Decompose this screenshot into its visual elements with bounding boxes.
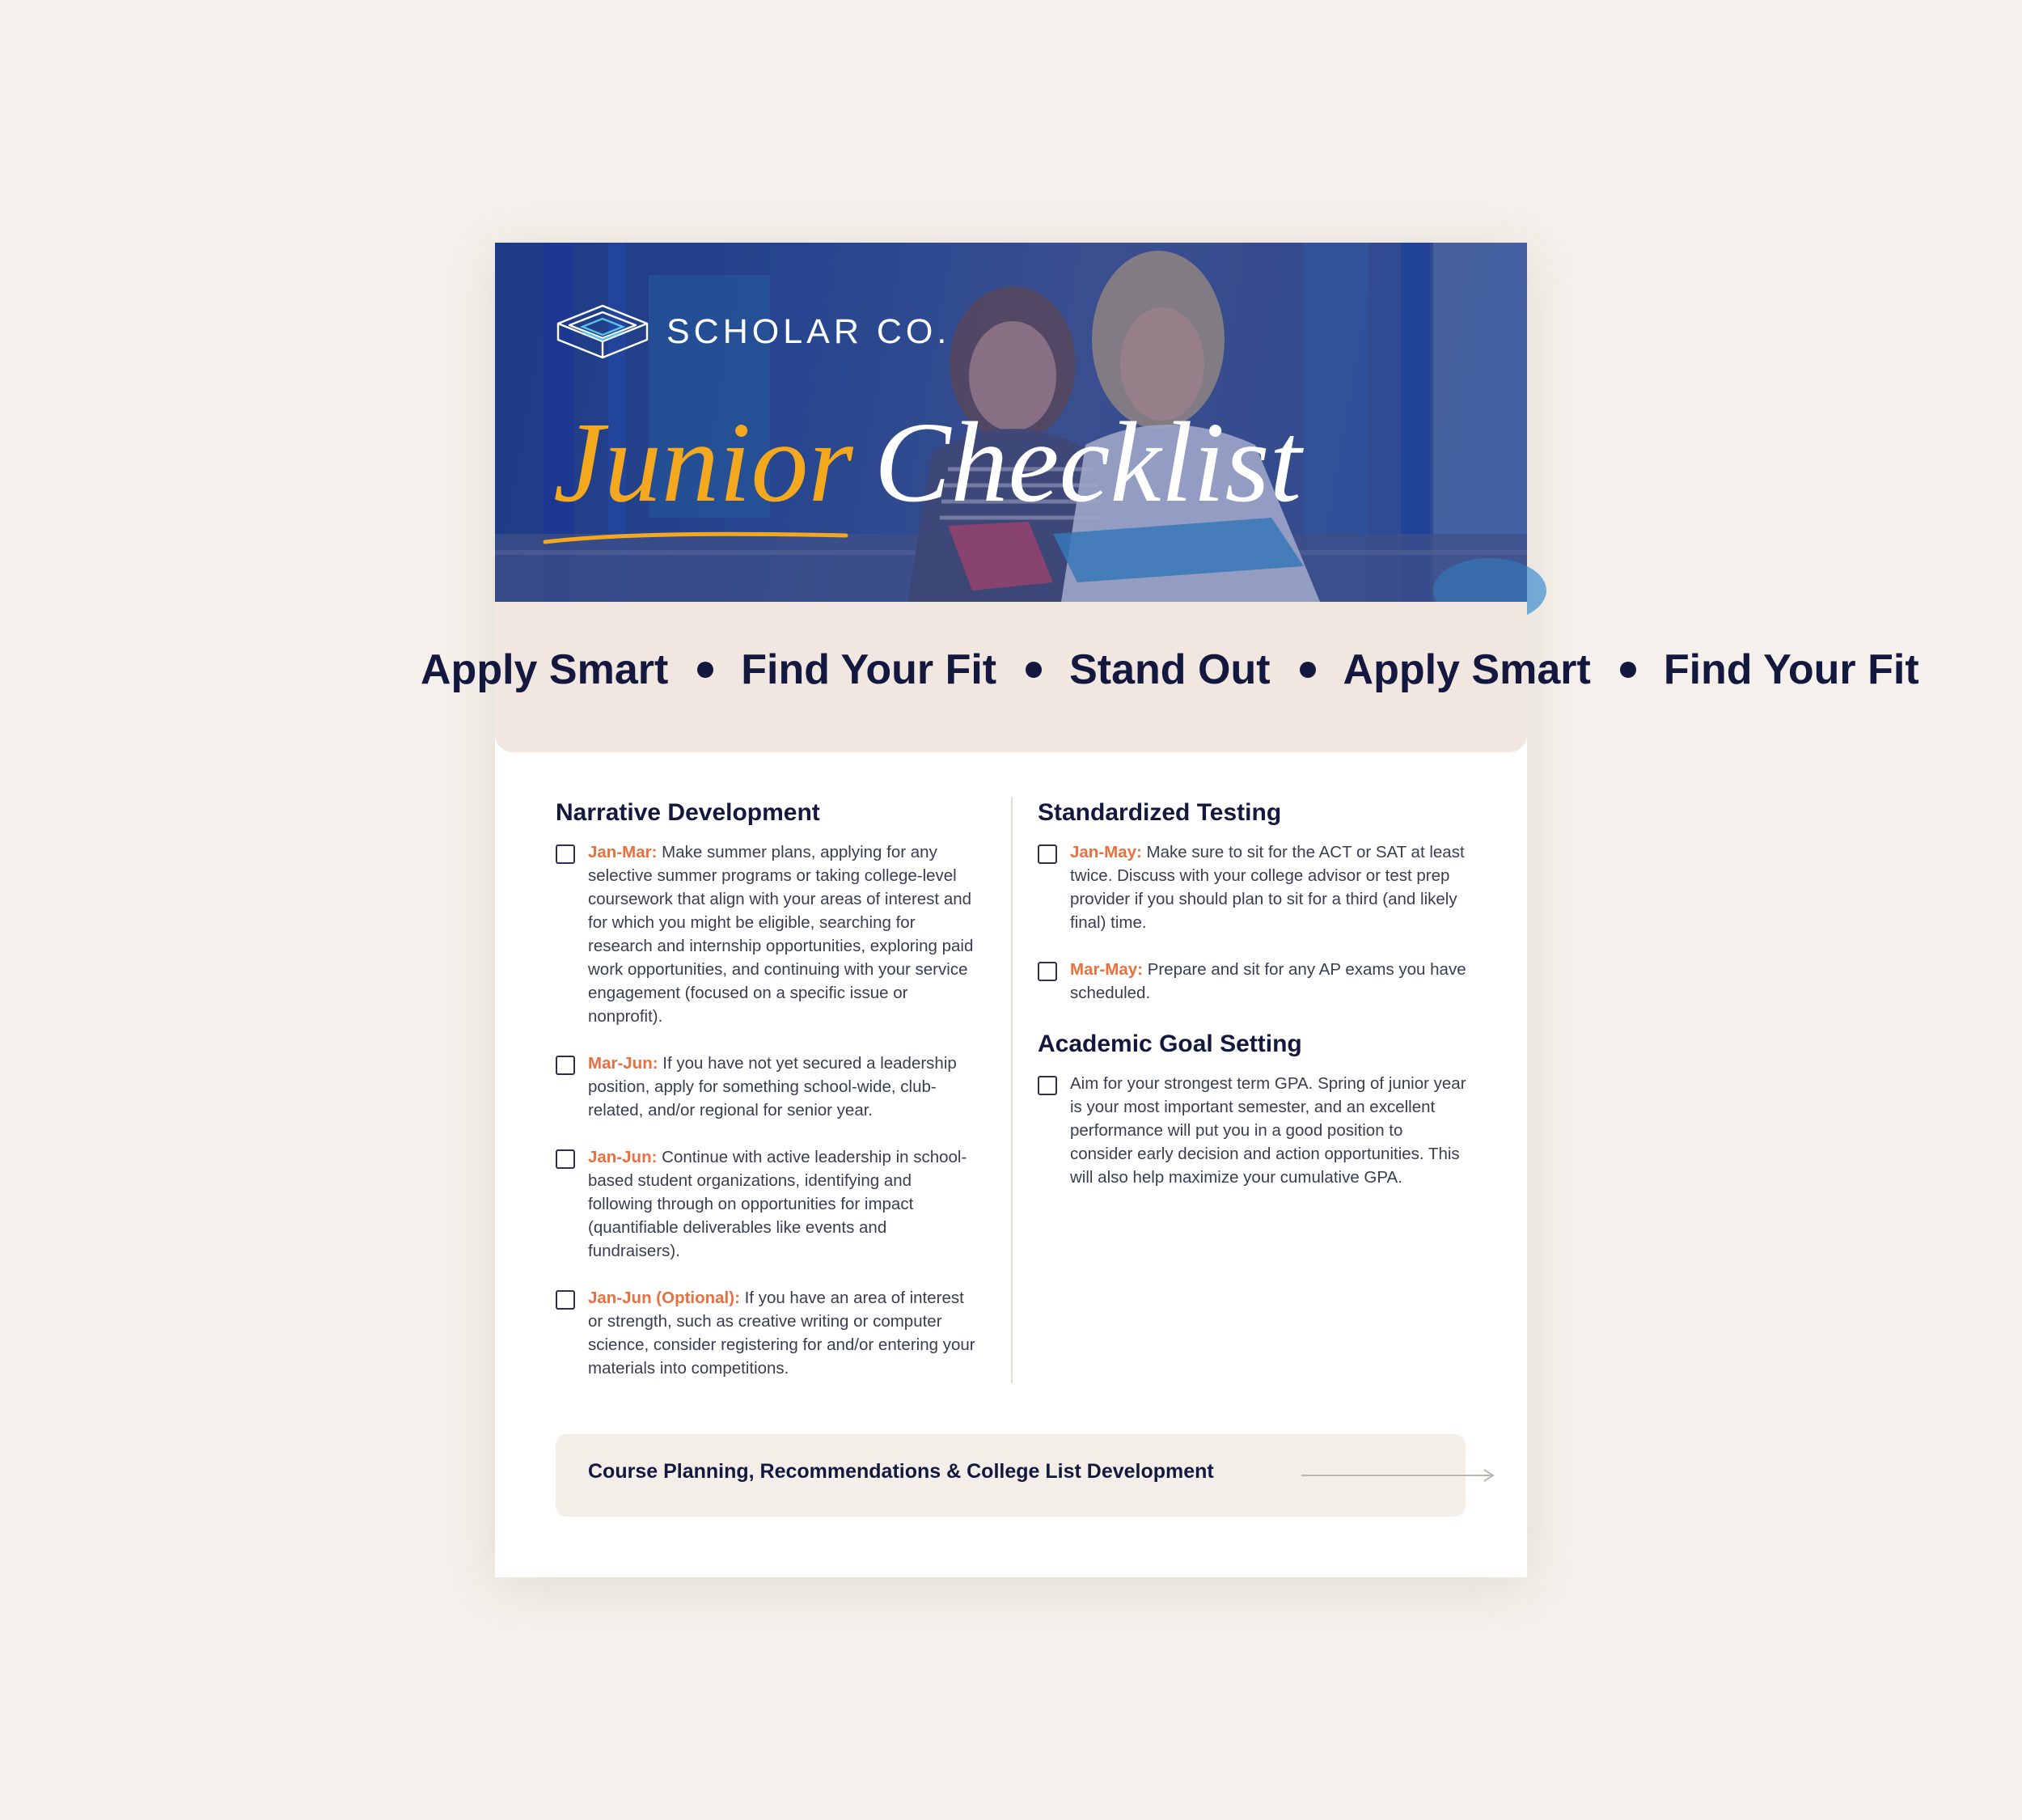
item-text: Prepare and sit for any AP exams you have scheduled. [1070, 960, 1466, 1002]
tagline-phrase: Apply Smart [1343, 646, 1591, 693]
tagline-phrase: Apply Smart [421, 646, 669, 693]
item-date: Mar-May: [1070, 960, 1143, 979]
checklist-item [556, 840, 976, 1028]
bullet-dot-icon [1300, 662, 1316, 678]
testing-column [1038, 797, 1466, 1213]
arrow-right-icon [1300, 1467, 1497, 1484]
item-date: Jan-Jun: [588, 1148, 658, 1166]
item-date: Jan-May: [1070, 843, 1142, 861]
checkbox[interactable] [556, 844, 575, 864]
item-text: Make sure to sit for the ACT or SAT at least twice. Discuss with your college advisor or test prep provider if you should plan to sit for a third (and likely final) time. [1070, 843, 1465, 932]
tagline-phrase: Find Your Fit [741, 646, 997, 693]
tagline-track [421, 645, 1919, 694]
checklist-sheet [421, 243, 1919, 1577]
tagline-marquee [421, 602, 1919, 752]
page-title [553, 398, 1302, 526]
hero-banner [495, 243, 1527, 602]
scholar-cube-icon [555, 303, 650, 361]
item-text: If you have not yet secured a leadership position, apply for something school-wide, club-related, and/or regional for senior year. [588, 1054, 957, 1120]
tagline-phrase: Find Your Fit [1663, 646, 1919, 693]
bullet-dot-icon [1026, 662, 1042, 678]
checkbox[interactable] [556, 1290, 575, 1310]
item-date: Jan-Jun (Optional): [588, 1289, 740, 1307]
section-title-goals: Academic Goal Setting [1038, 1031, 1302, 1057]
checklist-item [556, 1052, 976, 1122]
section-title-testing: Standardized Testing [1038, 799, 1282, 826]
item-date: Mar-Jun: [588, 1054, 658, 1073]
item-text: Make summer plans, applying for any selective summer programs or taking college-level coursework that align with your areas of interest and for which you might be eligible, searching for research and internship opportunities, exploring paid work opportunities, and continuing with your service engagement (focused on a specific issue or nonprofit). [588, 843, 974, 1026]
checkbox[interactable] [1038, 1076, 1057, 1095]
item-text: Continue with active leadership in school-based student organizations, identifying and following through on opportunities for impact (quantifiable deliverables like events and fundraisers). [588, 1148, 967, 1260]
item-text: If you have an area of interest or strength, such as creative writing or computer science, consider registering for and/or entering your materials into competitions. [588, 1289, 975, 1378]
bullet-dot-icon [697, 662, 713, 678]
next-section-label: Course Planning, Recommendations & College List Development [588, 1460, 1214, 1483]
checkbox[interactable] [556, 1056, 575, 1075]
checkbox[interactable] [556, 1149, 575, 1169]
next-section-link[interactable] [556, 1434, 1466, 1517]
column-divider [1011, 797, 1013, 1383]
brand-name: SCHOLAR CO. [666, 311, 951, 351]
checklist-item [556, 1145, 976, 1263]
checklist-item [1038, 1072, 1466, 1189]
brand-logo [555, 303, 950, 361]
checkbox[interactable] [1038, 962, 1057, 981]
checklist-item [1038, 958, 1466, 1005]
bullet-dot-icon [1620, 662, 1636, 678]
narrative-column [556, 797, 976, 1403]
section-title-narrative: Narrative Development [556, 799, 820, 826]
title-word-checklist: Checklist [874, 398, 1302, 526]
item-text: Aim for your strongest term GPA. Spring of junior year is your most important semester, and an excellent performance will put you in a good position to consider early decision and action opportunities. This will also help maximize your cumulative GPA. [1070, 1074, 1466, 1187]
title-underline-swash [542, 524, 849, 548]
tagline-phrase: Stand Out [1069, 646, 1271, 693]
checkbox[interactable] [1038, 844, 1057, 864]
item-date: Jan-Mar: [588, 843, 658, 861]
checklist-item [1038, 840, 1466, 934]
checklist-item [556, 1286, 976, 1380]
title-word-junior: Junior [553, 398, 853, 526]
